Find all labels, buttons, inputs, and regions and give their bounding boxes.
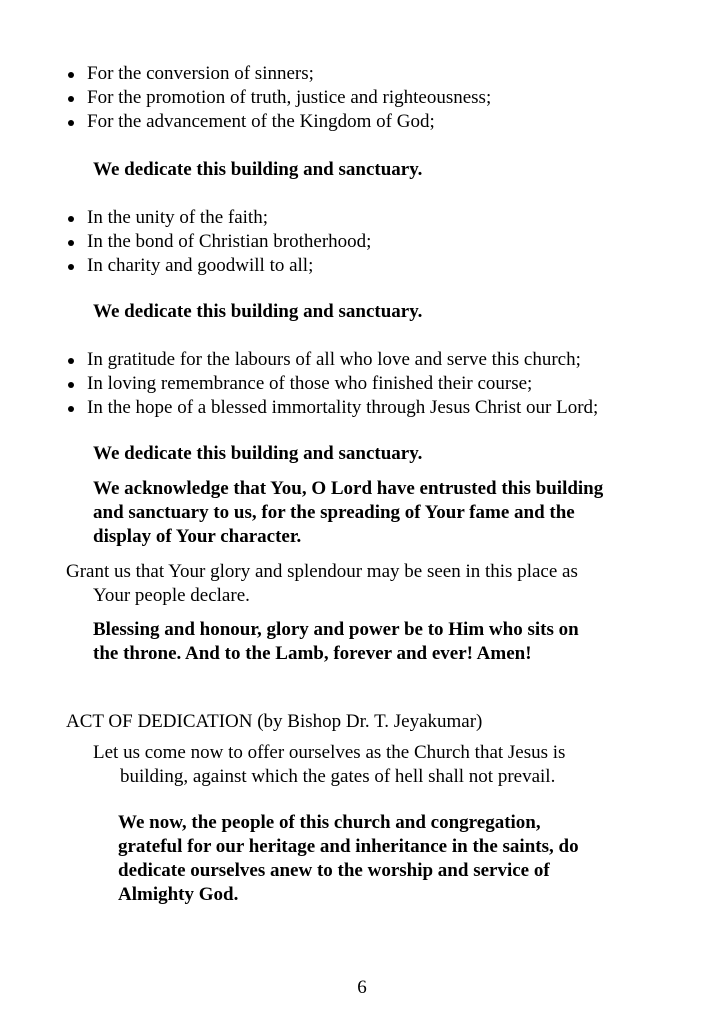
list-item [66, 396, 676, 420]
paragraph-line: Almighty God. [118, 884, 239, 905]
list-item [66, 254, 676, 278]
bullet-list-3 [66, 348, 676, 420]
bullet-icon [68, 240, 74, 246]
dedication-response-paragraph [118, 811, 579, 907]
bullet-icon [68, 120, 74, 126]
list-item [66, 62, 676, 86]
list-item-text: In the unity of the faith; [87, 207, 268, 228]
bullet-icon [68, 406, 74, 412]
bullet-icon [68, 264, 74, 270]
list-item-text: For the conversion of sinners; [87, 63, 314, 84]
paragraph-line: Your people declare. [93, 585, 250, 606]
blessing-paragraph [93, 618, 579, 666]
bullet-icon [68, 382, 74, 388]
list-item [66, 348, 676, 372]
list-item [66, 86, 676, 110]
congregation-response-2: We dedicate this building and sanctuary. [93, 301, 423, 322]
bullet-icon [68, 216, 74, 222]
paragraph-line: We now, the people of this church and congregation, [118, 812, 541, 833]
grant-paragraph [66, 560, 578, 608]
invitation-paragraph [93, 741, 565, 789]
paragraph-line: grateful for our heritage and inheritance in the saints, do [118, 836, 579, 857]
paragraph-line: dedicate ourselves anew to the worship and service of [118, 860, 550, 881]
congregation-response-1: We dedicate this building and sanctuary. [93, 159, 423, 180]
bullet-icon [68, 72, 74, 78]
page-number: 6 [357, 977, 367, 998]
bullet-list-2 [66, 206, 676, 278]
paragraph-line: building, against which the gates of hell shall not prevail. [120, 766, 556, 787]
paragraph-line: the throne. And to the Lamb, forever and ever! Amen! [93, 643, 532, 664]
list-item-text: In loving remembrance of those who finished their course; [87, 373, 533, 394]
list-item-text: For the promotion of truth, justice and righteousness; [87, 87, 492, 108]
paragraph-line: We acknowledge that You, O Lord have entrusted this building [93, 478, 604, 499]
list-item-text: For the advancement of the Kingdom of God; [87, 111, 435, 132]
list-item-text: In charity and goodwill to all; [87, 255, 314, 276]
bullet-icon [68, 358, 74, 364]
list-item-text: In gratitude for the labours of all who love and serve this church; [87, 349, 581, 370]
list-item [66, 230, 676, 254]
list-item-text: In the bond of Christian brotherhood; [87, 231, 372, 252]
congregation-response-3: We dedicate this building and sanctuary. [93, 443, 423, 464]
paragraph-line: display of Your character. [93, 526, 302, 547]
bullet-list-1 [66, 62, 676, 134]
paragraph-line: and sanctuary to us, for the spreading of Your fame and the [93, 502, 575, 523]
paragraph-line: Grant us that Your glory and splendour may be seen in this place as [66, 561, 578, 582]
paragraph-line: Blessing and honour, glory and power be to Him who sits on [93, 619, 579, 640]
paragraph-line: Let us come now to offer ourselves as the Church that Jesus is [93, 742, 566, 763]
act-of-dedication-heading: ACT OF DEDICATION (by Bishop Dr. T. Jeyakumar) [66, 711, 483, 732]
list-item [66, 110, 676, 134]
list-item [66, 206, 676, 230]
list-item-text: In the hope of a blessed immortality through Jesus Christ our Lord; [87, 397, 599, 418]
acknowledge-paragraph [93, 477, 603, 549]
list-item [66, 372, 676, 396]
bullet-icon [68, 96, 74, 102]
